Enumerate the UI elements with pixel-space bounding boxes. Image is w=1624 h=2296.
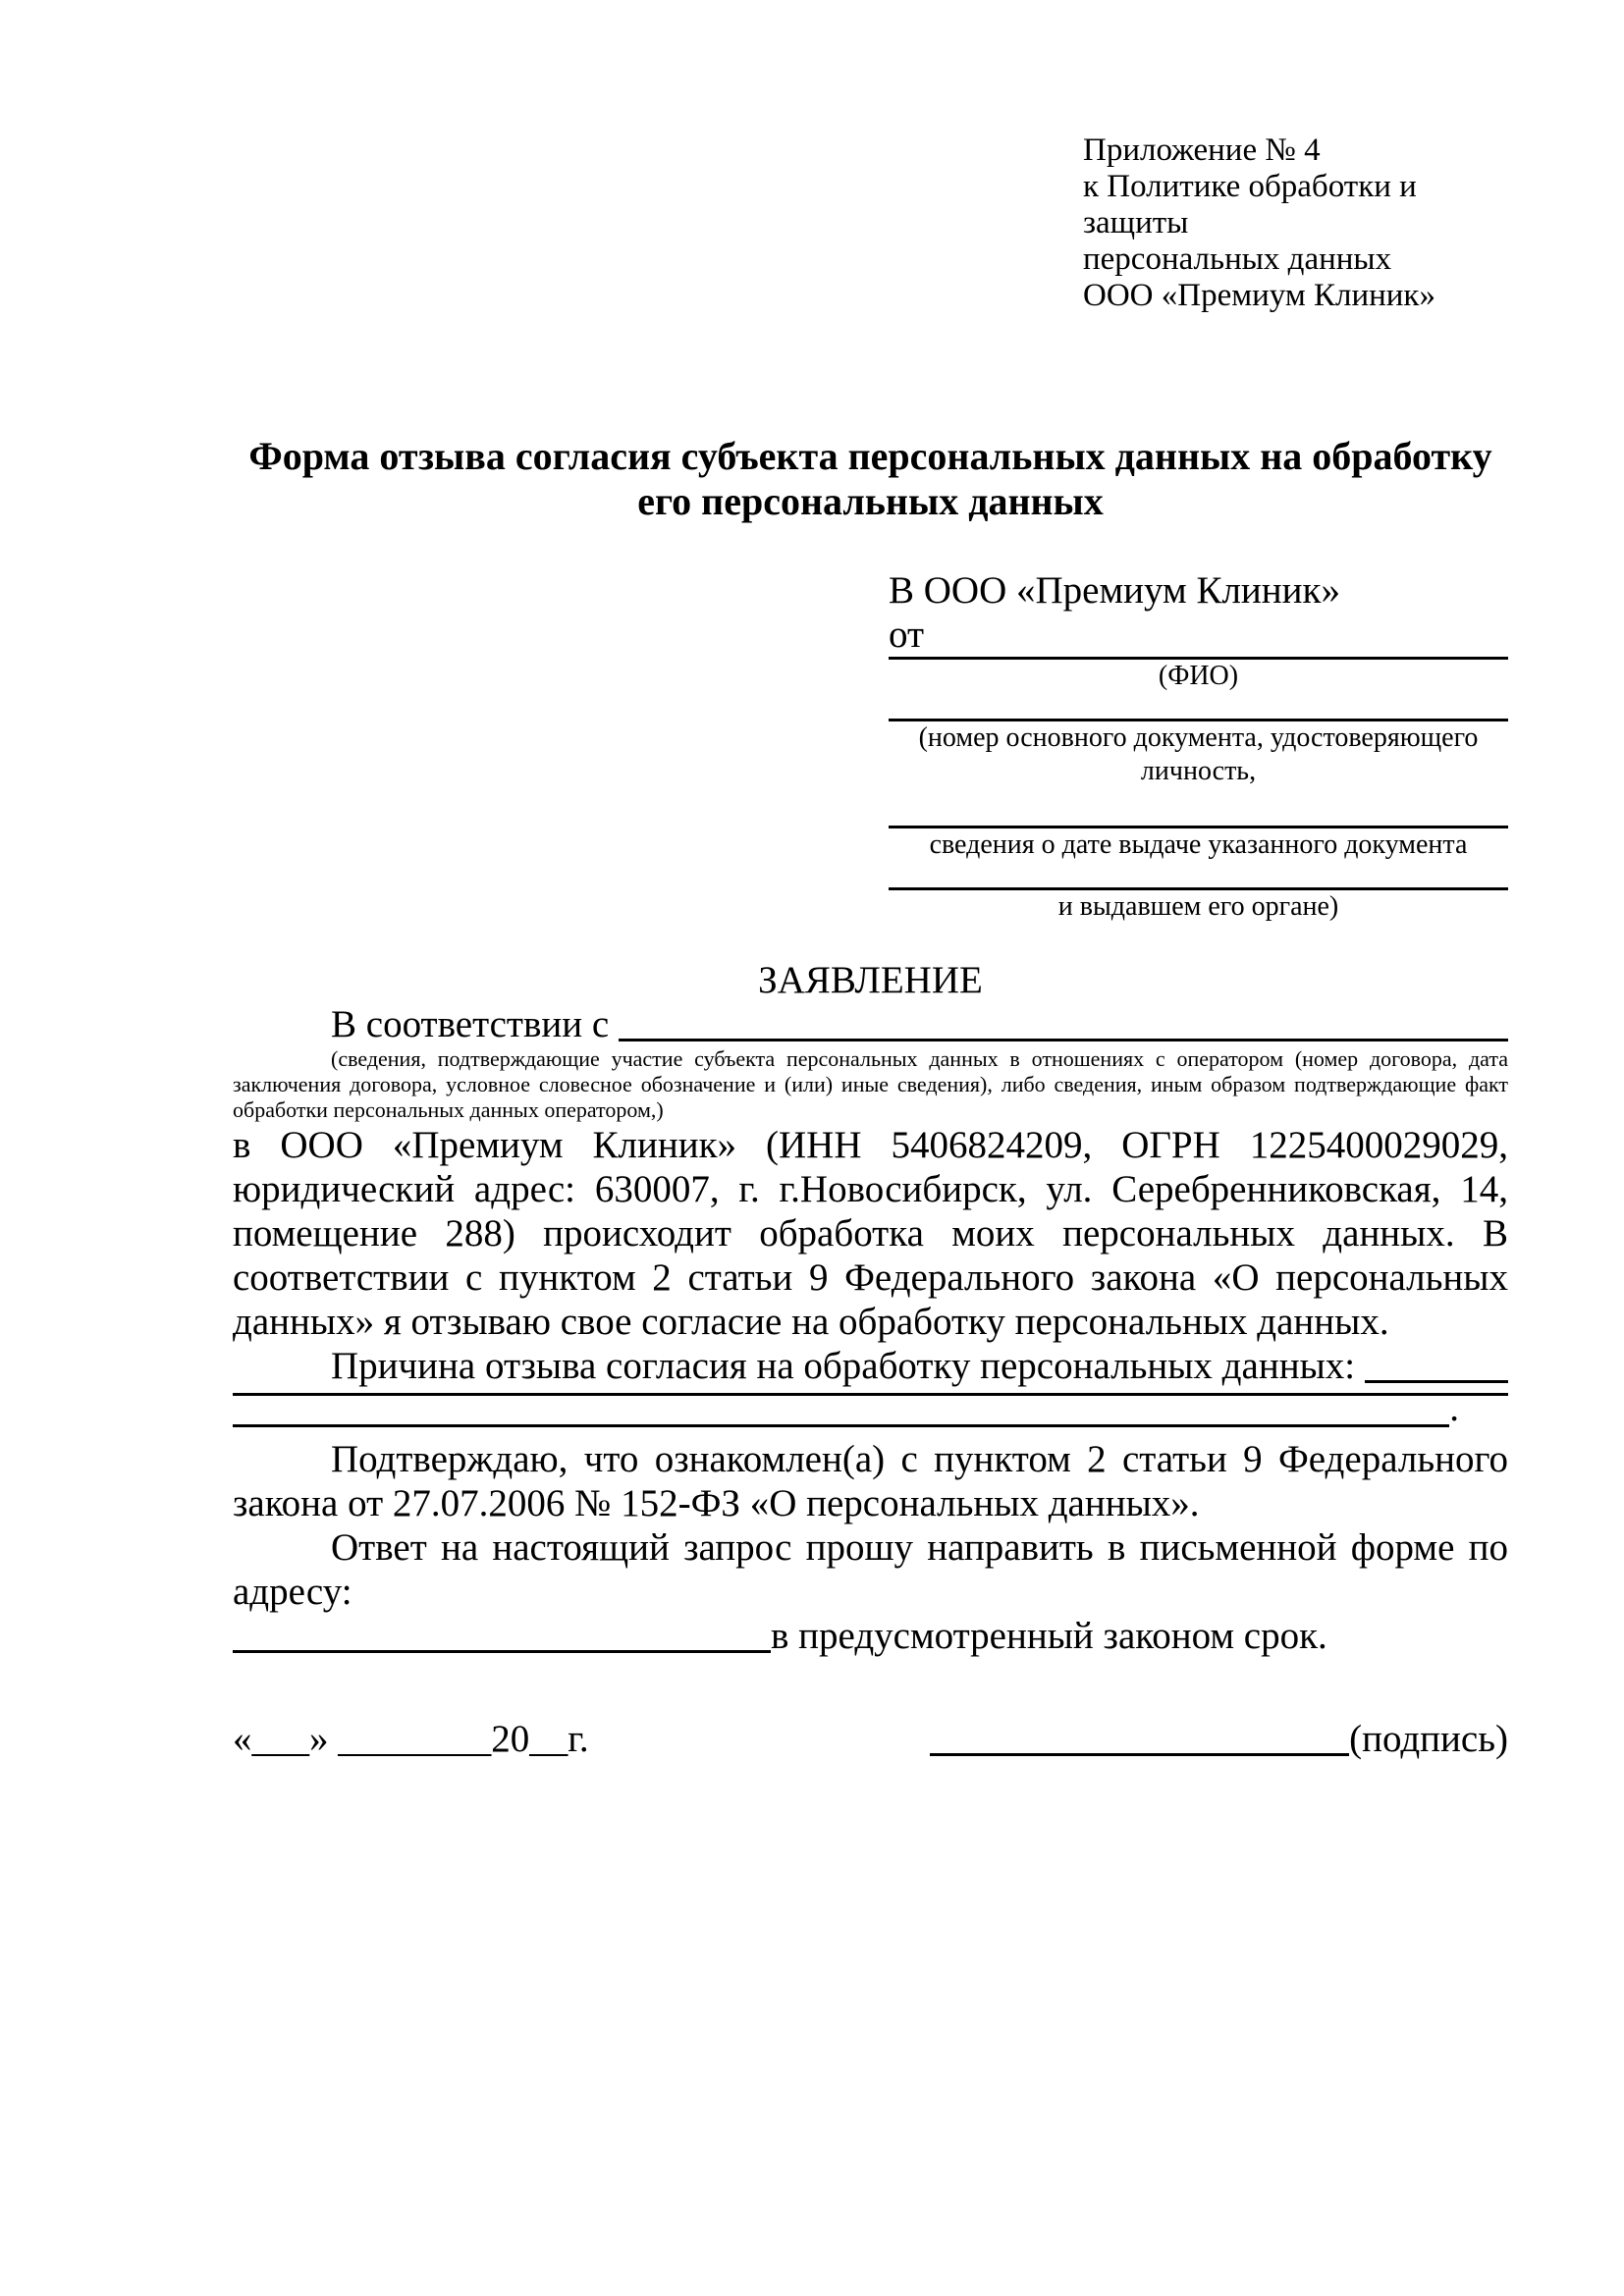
reason-label: Причина отзыва согласия на обработку персональных данных: [331,1345,1356,1387]
addressee-from: от [889,614,925,656]
basis-blank-line [619,1002,1508,1041]
signature-caption: (подпись) [1349,1718,1508,1760]
reason-line [233,1344,1508,1388]
basis-note: (сведения, подтверждающие участие субъекта персональных данных в отношениях с оператором (номер договора, дата заключения договора, условное словесное обозначение и (или) иные сведения), либо сведения, иным образом подтверждающие факт обработки персональных данных оператором,) [233,1046,1508,1122]
document-number-caption: (номер основного документа, удостоверяющего личность, [918,722,1479,786]
basis-line [233,1002,1508,1046]
appendix-line: ООО «Премиум Клиник» [1083,278,1435,313]
date-signature-row [233,1717,1508,1761]
answer-suffix: в предусмотренный законом срок. [771,1615,1327,1657]
statement-body: в ООО «Премиум Клиник» (ИНН 5406824209, ОГРН 1225400029029, юридический адрес: 630007, г. г.Новосибирск, ул. Серебренниковская, 14, помещение 288) происходит обработка моих персональных данных. В соответствии с пунктом 2 статьи 9 Федерального закона «О персональных данных» я отзываю свое согласие на обработку персональных данных. [233,1124,1508,1343]
answer-paragraph: Ответ на настоящий запрос прошу направить в письменной форме по адресу: [233,1526,1508,1613]
document-number-blank-line [889,693,1508,721]
fio-caption: (ФИО) [1158,661,1239,691]
appendix-line: персональных данных [1083,241,1392,277]
issue-date-blank-line [889,788,1508,828]
reason-blank-line [1365,1344,1508,1383]
addressee-block [889,568,1508,924]
basis-label: В соответствии с [331,1003,610,1045]
appendix-block [1083,133,1508,314]
issuing-authority-caption: и выдавшем его органе) [1057,891,1339,922]
reason-blank-line-3 [233,1387,1508,1429]
appendix-line: Приложение № 4 [1083,133,1321,168]
reason-blank-line-2 [233,1388,1508,1396]
reason-end-period: . [1449,1387,1459,1429]
signature-blank-line [930,1717,1349,1756]
addressee-to: В ООО «Премиум Клиник» [889,569,1340,612]
date-blank: «___» ________20__г. [233,1718,589,1760]
issue-date-caption: сведения о дате выдаче указанного документа [929,829,1468,860]
signature-group [930,1717,1508,1761]
statement-heading: ЗАЯВЛЕНИЕ [758,959,983,1001]
confirm-paragraph: Подтверждаю, что ознакомлен(а) с пунктом 2 статьи 9 Федерального закона от 27.07.2006 № 152-ФЗ «О персональных данных». [233,1438,1508,1524]
issuing-authority-blank-line [889,862,1508,890]
reason-blank-line-3-rule [233,1424,1449,1427]
address-blank-line [233,1614,771,1653]
appendix-line: к Политике обработки и защиты [1083,169,1417,240]
form-title: Форма отзыва согласия субъекта персональных данных на обработку его персональных данных [248,434,1492,523]
address-blank-row [233,1614,1508,1658]
